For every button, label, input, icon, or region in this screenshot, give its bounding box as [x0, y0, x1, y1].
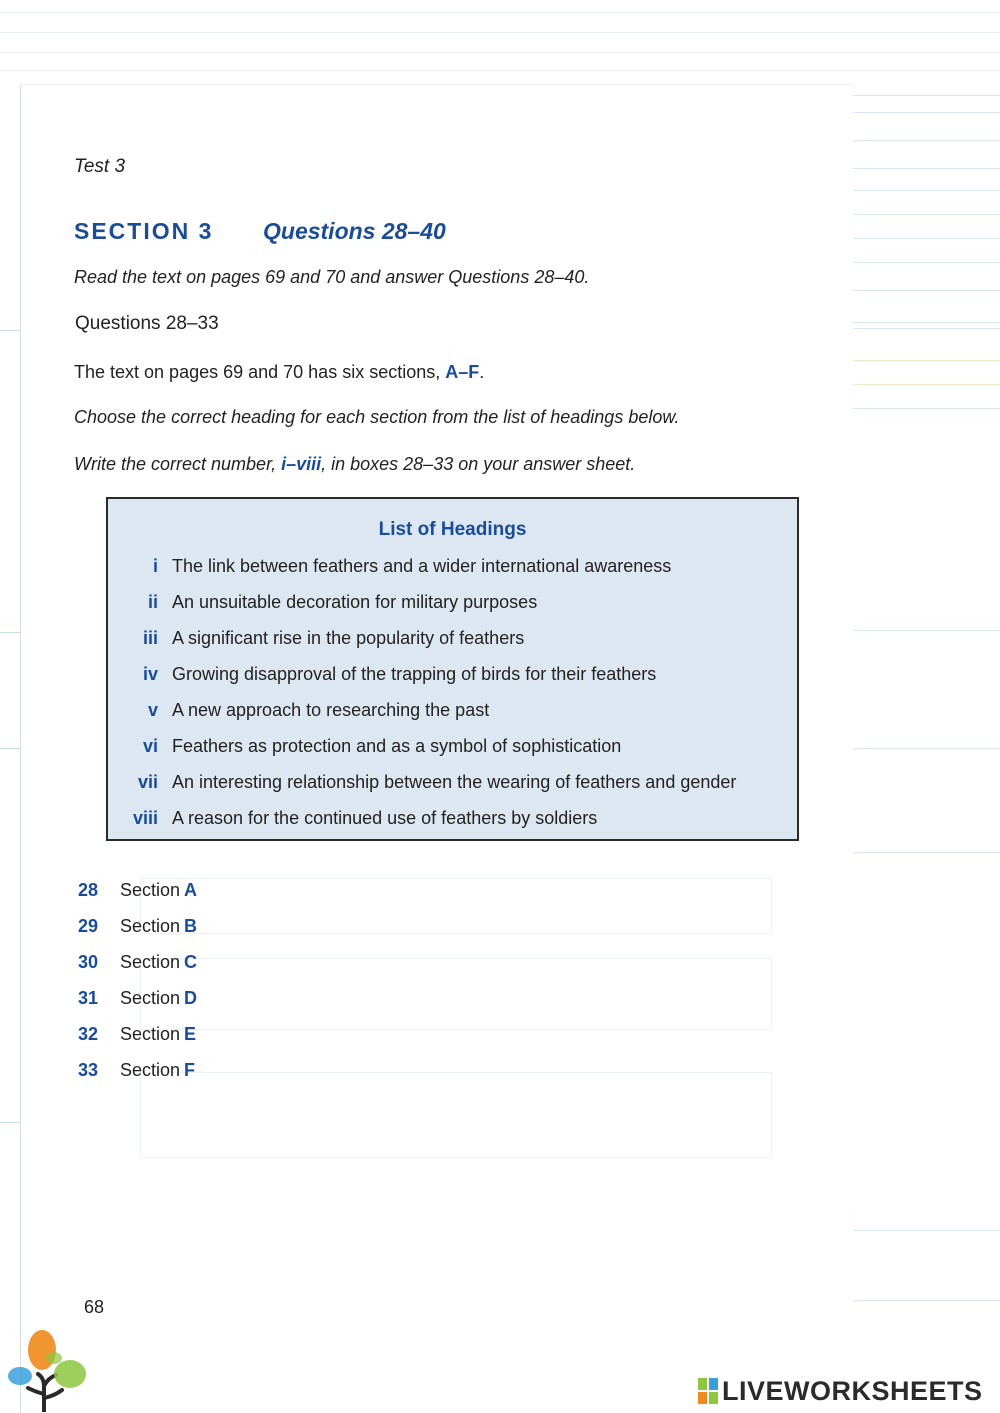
showthrough-box: [140, 1072, 772, 1158]
question-range: Questions 28–33: [75, 313, 219, 334]
question-label: Section: [120, 1060, 181, 1080]
liveworksheets-icon: [698, 1378, 718, 1404]
bleed-stripe: [852, 168, 1000, 169]
scan-line: [0, 12, 1000, 13]
bleed-stripe: [852, 140, 1000, 141]
section-title: SECTION 3: [74, 218, 214, 244]
heading-text: An unsuitable decoration for military purposes: [172, 592, 538, 612]
scan-line: [0, 70, 1000, 71]
headings-box: [106, 497, 799, 841]
bleed-stripe: [852, 214, 1000, 215]
question-label: Section: [120, 952, 181, 972]
bleed-stripe: [852, 95, 1000, 96]
heading-number: viii: [132, 808, 158, 828]
instruction-choose: Choose the correct heading for each section from the list of headings below.: [74, 407, 680, 427]
heading-number: vi: [142, 736, 158, 756]
heading-number: vii: [137, 772, 158, 792]
sections-text-suffix: .: [479, 362, 485, 382]
bleed-stripe: [852, 384, 1000, 385]
section-letter: F: [184, 1060, 196, 1080]
sections-text-range: A–F: [445, 362, 480, 382]
question-row: [78, 916, 197, 937]
bleed-stripe: [852, 1230, 1000, 1231]
bleed-stripe: [852, 852, 1000, 853]
question-number: 33: [78, 1060, 99, 1080]
question-row: [78, 880, 197, 901]
question-label: Section: [120, 1024, 181, 1044]
sections-text-prefix: The text on pages 69 and 70 has six sections,: [74, 362, 446, 382]
scan-line: [0, 52, 1000, 53]
question-row: [78, 952, 197, 973]
bleed-stripe: [852, 1300, 1000, 1301]
bleed-stripe: [852, 748, 1000, 749]
instruction-write-prefix: Write the correct number,: [74, 454, 282, 474]
question-number: 31: [78, 988, 99, 1008]
instruction-write-range: i–viii: [281, 454, 322, 474]
tree-icon: [0, 1328, 90, 1412]
section-letter: C: [184, 952, 198, 972]
section-questions: Questions 28–40: [263, 218, 446, 244]
bleed-stripe: [852, 328, 1000, 329]
bleed-stripe: [852, 190, 1000, 191]
headings-box-title: List of Headings: [378, 519, 527, 540]
heading-number: iv: [142, 664, 158, 684]
question-number: 30: [78, 952, 99, 972]
heading-text: A reason for the continued use of feathers by soldiers: [172, 808, 598, 828]
heading-text: A new approach to researching the past: [172, 700, 490, 720]
section-letter: A: [184, 880, 198, 900]
heading-text: A significant rise in the popularity of feathers: [172, 628, 525, 648]
showthrough-box: [140, 878, 772, 934]
scan-line: [0, 32, 1000, 33]
question-row: [78, 1024, 196, 1045]
question-number: 29: [78, 916, 99, 936]
instruction-write-suffix: , in boxes 28–33 on your answer sheet.: [321, 454, 636, 474]
section-letter: E: [184, 1024, 197, 1044]
instruction-read: Read the text on pages 69 and 70 and answer Questions 28–40.: [74, 267, 590, 287]
heading-number: v: [147, 700, 158, 720]
instruction-write: [74, 454, 635, 475]
bleed-stripe: [852, 238, 1000, 239]
margin-mark: [0, 748, 22, 749]
margin-mark: [0, 632, 22, 633]
liveworksheets-text: LIVEWORKSHEETS: [722, 1375, 983, 1406]
margin-mark: [0, 1122, 22, 1123]
heading-text: Feathers as protection and as a symbol of sophistication: [172, 736, 622, 756]
sections-text: [74, 362, 484, 383]
heading-number: i: [152, 556, 158, 576]
section-letter: B: [184, 916, 198, 936]
bleed-stripe: [852, 322, 1000, 323]
question-number: 28: [78, 880, 99, 900]
showthrough-box: [140, 958, 772, 1030]
section-letter: D: [184, 988, 198, 1008]
test-label: Test 3: [74, 156, 126, 177]
question-label: Section: [120, 880, 181, 900]
question-label: Section: [120, 916, 181, 936]
bleed-stripe: [852, 630, 1000, 631]
heading-text: The link between feathers and a wider international awareness: [172, 556, 672, 576]
question-row: [78, 1060, 195, 1081]
bleed-stripe: [852, 262, 1000, 263]
question-row: [78, 988, 197, 1009]
bleed-stripe: [852, 408, 1000, 409]
page-number: 68: [84, 1297, 105, 1317]
question-number: 32: [78, 1024, 99, 1044]
bleed-stripe: [852, 112, 1000, 113]
heading-text: Growing disapproval of the trapping of birds for their feathers: [172, 664, 657, 684]
liveworksheets-logo: [698, 1374, 983, 1408]
heading-text: An interesting relationship between the wearing of feathers and gender: [172, 772, 737, 792]
heading-number: iii: [142, 628, 158, 648]
bleed-stripe: [852, 290, 1000, 291]
heading-number: ii: [147, 592, 158, 612]
question-label: Section: [120, 988, 181, 1008]
bleed-stripe: [852, 360, 1000, 361]
margin-mark: [0, 330, 22, 331]
